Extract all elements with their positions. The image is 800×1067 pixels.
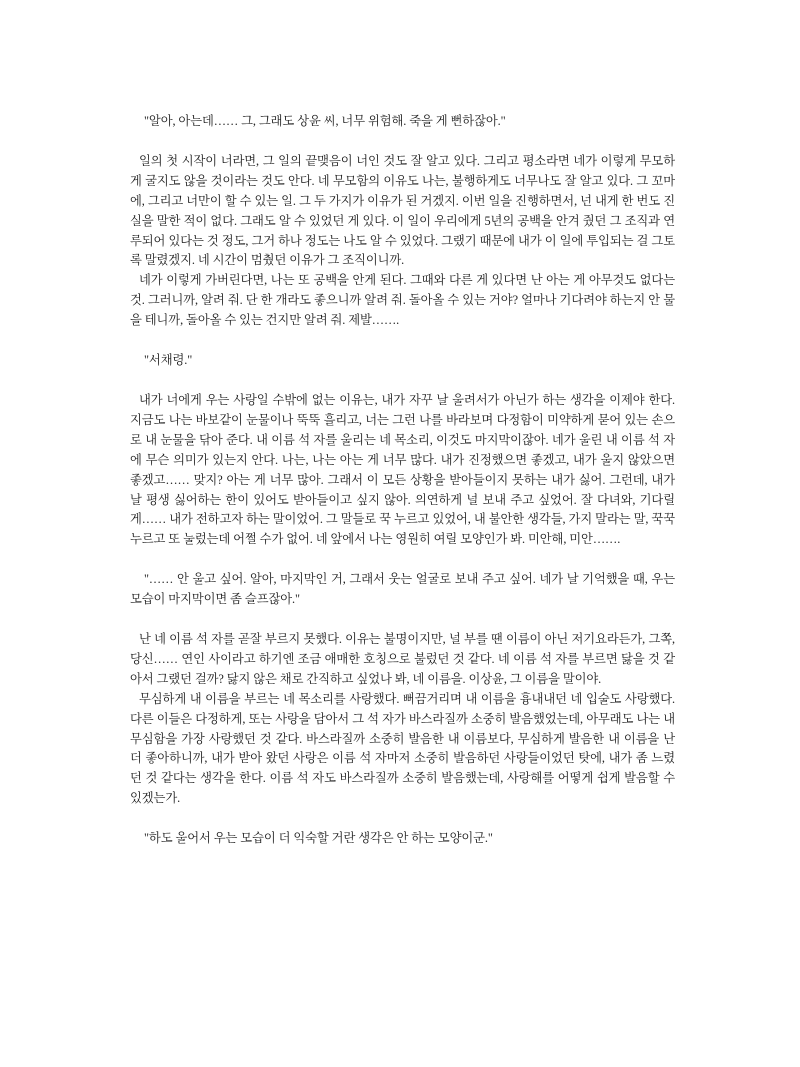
paragraph-spacer bbox=[130, 610, 675, 630]
paragraph-body: 무심하게 내 이름을 부르는 네 목소리를 사랑했다. 뻐끔거리며 내 이름을 흉내내던 네 입술도 사랑했다. 다른 이들은 다정하게, 또는 사랑을 담아서 그 석 자가 바스라질까 소중히 발음했었는데, 아무래도 나는 내 무심함을 가장 사랑했던 것 같다. 바스라질까 소중히 발음한 내 이름보다, 무심하게 발음한 내 이름을 난 더 좋아하니까, 내가 받아 왔던 사랑은 이름 석 자마저 소중히 발음하던 사랑들이었던 탓에, 내가 좀 느렸던 것 같다는 생각을 한다. 이름 석 자도 바스라질까 소중히 발음했는데, 사랑해를 어떻게 쉽게 발음할 수 있겠는가. bbox=[130, 691, 675, 806]
paragraph-spacer bbox=[130, 550, 675, 570]
paragraph-dialogue: "하도 울어서 우는 모습이 더 익숙할 거란 생각은 안 하는 모양이군." bbox=[144, 831, 493, 846]
paragraph-spacer bbox=[130, 132, 675, 152]
paragraph-dialogue: "서채령." bbox=[144, 353, 193, 368]
paragraph-spacer bbox=[130, 371, 675, 391]
paragraph-dialogue: "…… 안 울고 싶어. 알아, 마지막인 거, 그래서 웃는 얼굴로 보내 주고 싶어. 네가 날 기억했을 때, 우는 모습이 마지막이면 좀 슬프잖아." bbox=[130, 572, 675, 607]
paragraph-spacer bbox=[130, 809, 675, 829]
paragraph-body: 네가 이렇게 가버린다면, 나는 또 공백을 안게 된다. 그때와 다른 게 있다면 난 아는 게 아무것도 없다는 것. 그러니까, 알려 줘. 단 한 개라도 좋으니까 알려 줘. 돌아올 수 있는 거야? 얼마나 기다려야 하는지 안 물을 테니까, 돌아올 수 있는 건지만 알려 줘. 제발……. bbox=[130, 273, 675, 328]
paragraph-body: 내가 너에게 우는 사랑일 수밖에 없는 이유는, 내가 자꾸 날 울려서가 아닌가 하는 생각을 이제야 한다. 지금도 나는 바보같이 눈물이나 뚝뚝 흘리고, 너는 그런 나를 바라보며 다정함이 미약하게 묻어 있는 손으로 내 눈물을 닦아 준다. 내 이름 석 자를 울리는 네 목소리, 이것도 마지막이잖아. 네가 울린 내 이름 석 자에 무슨 의미가 있는지 안다. 나는, 나는 아는 게 너무 많다. 내가 진정했으면 좋겠고, 내가 울지 않았으면 좋겠고…… 맞지? 아는 게 너무 많아. 그래서 이 모든 상황을 받아들이지 못하는 내가 싫어. 그런데, 내가 날 평생 싫어하는 한이 있어도 받아들이고 싶지 않아. 의연하게 널 보내 주고 싶었어. 잘 다녀와, 기다릴게…… 내가 전하고자 하는 말이었어. 그 말들로 꾹 누르고 있었어, 내 불안한 생각들, 가지 말라는 말, 꾹꾹 누르고 또 눌렀는데 어쩔 수가 없어. 네 앞에서 나는 영원히 여릴 모양인가 봐. 미안해, 미안……. bbox=[130, 392, 675, 547]
paragraph-body: 일의 첫 시작이 너라면, 그 일의 끝맺음이 너인 것도 잘 알고 있다. 그리고 평소라면 네가 이렇게 무모하게 굴지도 않을 것이라는 것도 안다. 네 무모함의 이유도 나는, 불행하게도 너무나도 잘 알고 있다. 그 꼬마에, 그리고 너만이 할 수 있는 일. 그 두 가지가 이유가 된 거겠지. 이번 일을 진행하면서, 넌 내게 한 번도 진실을 말한 적이 없다. 그래도 알 수 있었던 게 있다. 이 일이 우리에게 5년의 공백을 안겨 줬던 그 조직과 연루되어 있다는 것 정도, 그거 하나 정도는 나도 알 수 있었다. 그랬기 때문에 내가 이 일에 투입되는 걸 그토록 말렸겠지. 네 시간이 멈췄던 이유가 그 조직이니까. bbox=[130, 153, 675, 268]
paragraph-body: 난 네 이름 석 자를 곧잘 부르지 못했다. 이유는 불명이지만, 널 부를 땐 이름이 아닌 저기요라든가, 그쪽, 당신…… 연인 사이라고 하기엔 조금 애매한 호칭으로 불렀던 것 같다. 네 이름 석 자를 부르면 닳을 것 같아서 그랬던 걸까? 닳지 않은 채로 간직하고 싶었나 봐, 네 이름을. 이상윤, 그 이름을 말이야. bbox=[130, 632, 675, 686]
document-body bbox=[130, 112, 675, 849]
paragraph-spacer bbox=[130, 331, 675, 351]
paragraph-dialogue: "알아, 아는데…… 그, 그래도 상윤 씨, 너무 위험해. 죽을 게 뻔하잖아." bbox=[144, 114, 506, 128]
